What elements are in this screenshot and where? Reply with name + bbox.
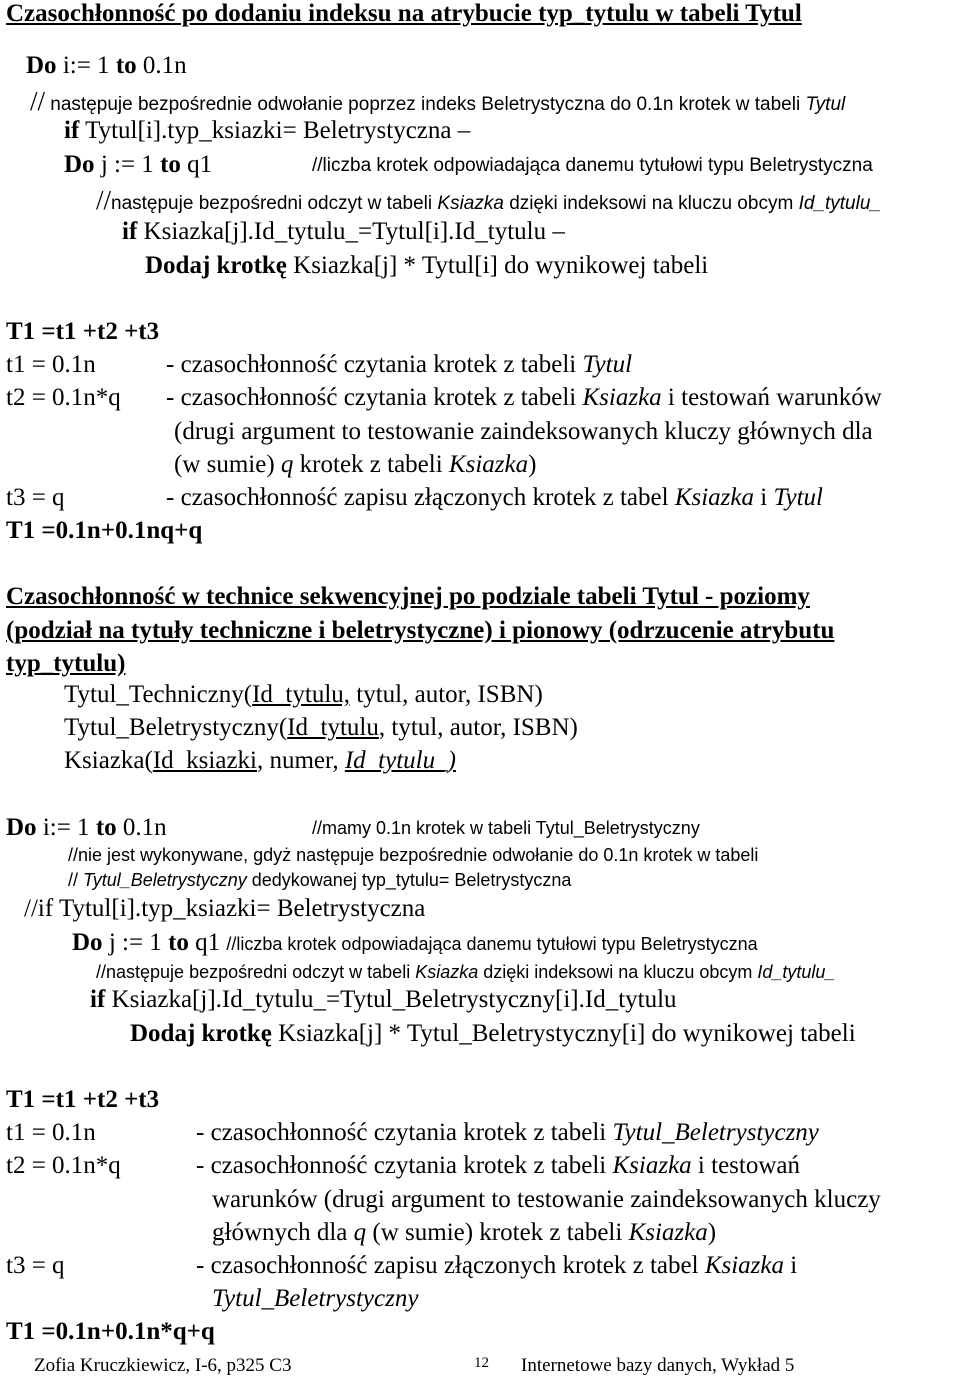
cost-t1-label: t1 = 0.1n <box>6 351 96 378</box>
cost2-t3-desc: - czasochłonność zapisu złączonych krotek z tabel Ksiazka i <box>196 1252 798 1279</box>
cost-t2-desc-cont: (drugi argument to testowanie zaindeksowanych kluczy głównych dla <box>174 418 873 445</box>
section-heading-2: Czasochłonność w technice sekwencyjnej po podziale tabeli Tytul - poziomy <box>6 583 810 610</box>
cost-t2-label: t2 = 0.1n*q <box>6 384 121 411</box>
code2-line-1: Do i:= 1 to 0.1n <box>6 814 167 841</box>
cost-t3-label: t3 = q <box>6 484 65 511</box>
code-comment-5: //następuje bezpośredni odczyt w tabeli Ksiazka dzięki indeksowi na kluczu obcym Id_tytulu_ <box>96 185 881 215</box>
schema-tytul-beletrystyczny: Tytul_Beletrystyczny(Id_tytulu, tytul, autor, ISBN) <box>64 714 578 741</box>
cost2-t3-desc-cont: Tytul_Beletrystyczny <box>212 1285 419 1312</box>
code2-line-7: if Ksiazka[j].Id_tytulu_=Tytul_Beletrystyczny[i].Id_tytulu <box>90 986 677 1013</box>
cost2-t2-desc-cont: warunków (drugi argument to testowanie zaindeksowanych kluczy <box>212 1186 881 1213</box>
code-line-3: if Tytul[i].typ_ksiazki= Beletrystyczna – <box>64 117 471 144</box>
section-heading-1: Czasochłonność po dodaniu indeksu na atrybucie typ_tytulu w tabeli Tytul <box>6 0 802 27</box>
footer-page-number: 12 <box>474 1355 489 1371</box>
code-line-4: Do j := 1 to q1 <box>64 151 213 178</box>
cost2-t2-desc-cont-2: głównych dla q (w sumie) krotek z tabeli Ksiazka) <box>212 1219 717 1246</box>
code-line-1: Do i:= 1 to 0.1n <box>26 52 187 79</box>
section-heading-2-line-3: typ_tytulu) <box>6 650 126 677</box>
cost2-t1-desc: - czasochłonność czytania krotek z tabeli Tytul_Beletrystyczny <box>196 1119 819 1146</box>
cost-t2-desc-cont-2: (w sumie) q krotek z tabeli Ksiazka) <box>174 451 537 478</box>
cost-result-1: T1 =0.1n+0.1nq+q <box>6 517 203 544</box>
section-heading-2-line-2: (podział na tytuły techniczne i beletrystyczne) i pionowy (odrzucenie atrybutu <box>6 617 835 644</box>
cost-formula-1: T1 =t1 +t2 +t3 <box>6 318 160 345</box>
code2-line-5: Do j := 1 to q1 //liczba krotek odpowiadająca danemu tytułowi typu Beletrystyczna <box>72 929 758 956</box>
cost2-formula: T1 =t1 +t2 +t3 <box>6 1086 160 1113</box>
code2-comment-1: //mamy 0.1n krotek w tabeli Tytul_Beletrystyczny <box>312 818 700 838</box>
cost2-t2-label: t2 = 0.1n*q <box>6 1152 121 1179</box>
code-comment-4: //liczba krotek odpowiadająca danemu tytułowi typu Beletrystyczna <box>312 155 873 176</box>
footer-course: Internetowe bazy danych, Wykład 5 <box>521 1355 795 1376</box>
code2-line-4: //if Tytul[i].typ_ksiazki= Beletrystyczna <box>24 895 426 922</box>
cost2-t3-label: t3 = q <box>6 1252 65 1279</box>
cost-t2-desc: - czasochłonność czytania krotek z tabeli Ksiazka i testowań warunków <box>166 384 882 411</box>
schema-tytul-techniczny: Tytul_Techniczny(Id_tytulu, tytul, autor, ISBN) <box>64 681 543 708</box>
cost2-result: T1 =0.1n+0.1n*q+q <box>6 1318 215 1345</box>
code2-comment-3: // Tytul_Beletrystyczny dedykowanej typ_tytulu= Beletrystyczna <box>68 870 572 890</box>
footer-author: Zofia Kruczkiewicz, I-6, p325 C3 <box>34 1355 292 1376</box>
code2-comment-2: //nie jest wykonywane, gdyż następuje bezpośrednie odwołanie do 0.1n krotek w tabeli <box>68 845 759 865</box>
cost-t1-desc: - czasochłonność czytania krotek z tabeli Tytul <box>166 351 633 378</box>
cost2-t1-label: t1 = 0.1n <box>6 1119 96 1146</box>
code2-comment-6: //następuje bezpośredni odczyt w tabeli Ksiazka dzięki indeksowi na kluczu obcym Id_tytulu_ <box>96 962 836 982</box>
code-line-6: if Ksiazka[j].Id_tytulu_=Tytul[i].Id_tytulu – <box>122 218 565 245</box>
code-comment-2: // następuje bezpośrednie odwołanie poprzez indeks Beletrystyczna do 0.1n krotek w tabeli Tytul <box>30 86 846 116</box>
code2-line-8: Dodaj krotkę Ksiazka[j] * Tytul_Beletrystyczny[i] do wynikowej tabeli <box>130 1020 856 1047</box>
code-line-7: Dodaj krotkę Ksiazka[j] * Tytul[i] do wynikowej tabeli <box>145 252 709 279</box>
schema-ksiazka: Ksiazka(Id_ksiazki, numer, Id_tytulu_) <box>64 747 456 774</box>
cost2-t2-desc: - czasochłonność czytania krotek z tabeli Ksiazka i testowań <box>196 1152 800 1179</box>
cost-t3-desc: - czasochłonność zapisu złączonych krotek z tabel Ksiazka i Tytul <box>166 484 823 511</box>
